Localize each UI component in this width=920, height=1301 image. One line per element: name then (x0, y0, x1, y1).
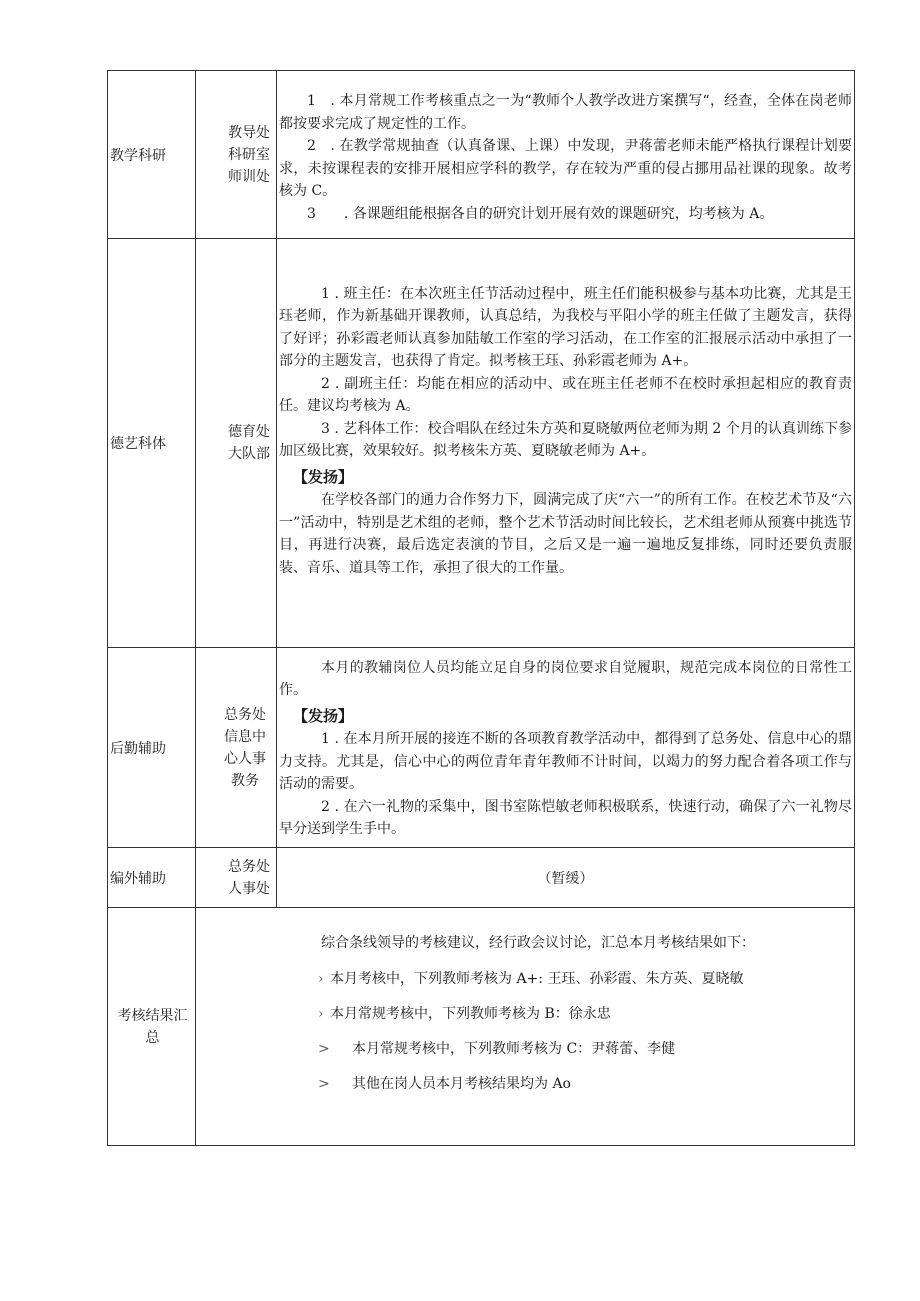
arrow-icon: > (318, 1041, 330, 1057)
promote-heading: 【发扬】 (293, 706, 354, 725)
content-cell (277, 648, 855, 848)
summary-item (318, 1073, 854, 1093)
content-cell (277, 239, 855, 648)
dept-cell (196, 239, 277, 648)
item-text: 1 . 本月常规工作考核重点之一为“教师个人教学改进方案撰写“，经查，全体在岗老师都按要求完成了规定性的工作。 (279, 93, 852, 132)
category-label: 编外辅助 (110, 870, 166, 887)
summary-item (318, 1038, 854, 1058)
assessment-table (107, 70, 855, 1146)
dept-label: 教导处科研室师训处 (228, 124, 270, 185)
arrow-icon: › (318, 971, 324, 987)
summary-item-text: 本月常规考核中，下列教师考核为 C：尹蒋蕾、李健 (352, 1041, 676, 1057)
item-text: 1 . 在本月所开展的接连不断的各项教育教学活动中，都得到了总务处、信息中心的鼎力支持。尤其是，信心中心的两位青年青年教师不计时间，以竭力的努力配合着各项工作与活动的需要。 (279, 731, 852, 792)
dept-cell (196, 71, 277, 239)
table-row (108, 908, 855, 1146)
promote-heading: 【发扬】 (293, 467, 354, 486)
promote-text: 在学校各部门的通力合作努力下，圆满完成了庆“六一”的所有工作。在校艺术节及“六一”活动中，特别是艺术组的老师，整个艺术节活动时间比较长，艺术组老师从预赛中挑选节目，再进行决赛，最后选定表演的节目，之后又是一遍一遍地反复排练，同时还要负责服装、音乐、道具等工作，承担了很大的工作量。 (279, 492, 852, 576)
item-text: 2 . 在六一礼物的采集中，图书室陈恺敏老师积极联系，快速行动，确保了六一礼物尽早分送到学生手中。 (279, 798, 852, 837)
dept-cell (196, 848, 277, 908)
table-row (108, 71, 855, 239)
summary-item-text: 本月常规考核中，下列教师考核为 B：徐永忠 (330, 1006, 611, 1022)
category-label: 考核结果汇总 (117, 1007, 188, 1046)
item-text: 2 . 副班主任：均能在相应的活动中、或在班主任老师不在校时承担起相应的教育责任。建议均考核为 A。 (279, 375, 852, 415)
summary-lead: 综合条线领导的考核建议，经行政会议讨论，汇总本月考核结果如下： (321, 935, 755, 951)
arrow-icon: > (318, 1076, 330, 1092)
table-row (108, 648, 855, 848)
intro-text: 本月的教辅岗位人员均能立足自身的岗位要求自觉履职，规范完成本岗位的日常性工作。 (279, 659, 852, 698)
summary-item (318, 968, 854, 988)
summary-item-text: 其他在岗人员本月考核结果均为 Ao (352, 1076, 571, 1092)
item-text: 3 . 各课题组能根据各自的研究计划开展有效的课题研究，均考核为 A。 (307, 205, 774, 222)
category-label: 后勤辅助 (110, 740, 166, 757)
dept-label: 德育处大队部 (228, 424, 270, 462)
dept-label: 总务处人事处 (228, 858, 270, 897)
arrow-icon: › (318, 1006, 324, 1022)
item-text: 1 . 班主任：在本次班主任节活动过程中，班主任们能积极参与基本功比赛，尤其是王珏老师，作为新基础开课教师，认真总结，为我校与平阳小学的班主任做了主题发言，获得了好评；孙彩霞老师认真参加陆敏工作室的学习活动，在工作室的汇报展示活动中承担了一部分的主题发言，也获得了肯定。拟考核王珏、孙彩霞老师为 A+。 (279, 285, 852, 370)
summary-item-text: 本月考核中，下列教师考核为 A+: 王珏、孙彩霞、朱方英、夏晓敏 (330, 971, 744, 987)
summary-item (318, 1003, 854, 1023)
table-row (108, 848, 855, 908)
content-cell (277, 71, 855, 239)
table-row (108, 239, 855, 648)
category-cell (108, 848, 196, 908)
dept-label: 总务处信息中心人事教务 (224, 706, 266, 789)
summary-cell (196, 908, 855, 1146)
category-cell (108, 908, 196, 1146)
category-label: 德艺科体 (110, 436, 166, 452)
category-cell (108, 71, 196, 239)
dept-cell (196, 648, 277, 848)
category-cell (108, 239, 196, 648)
item-text: 2 . 在教学常规抽查（认真备课、上课）中发现，尹蒋蕾老师未能严格执行课程计划要求，未按课程表的安排开展相应学科的教学，存在较为严重的侵占挪用品社课的现象。故考核为 C。 (279, 138, 852, 199)
pending-text: （暂缓） (537, 870, 594, 887)
category-cell (108, 648, 196, 848)
content-cell (277, 848, 855, 908)
category-label: 教学科研 (110, 147, 166, 164)
item-text: 3 . 艺科体工作：校合唱队在经过朱方英和夏晓敏两位老师为期 2 个月的认真训练下参加区级比赛，效果较好。拟考核朱方英、夏晓敏老师为 A+。 (279, 420, 852, 460)
